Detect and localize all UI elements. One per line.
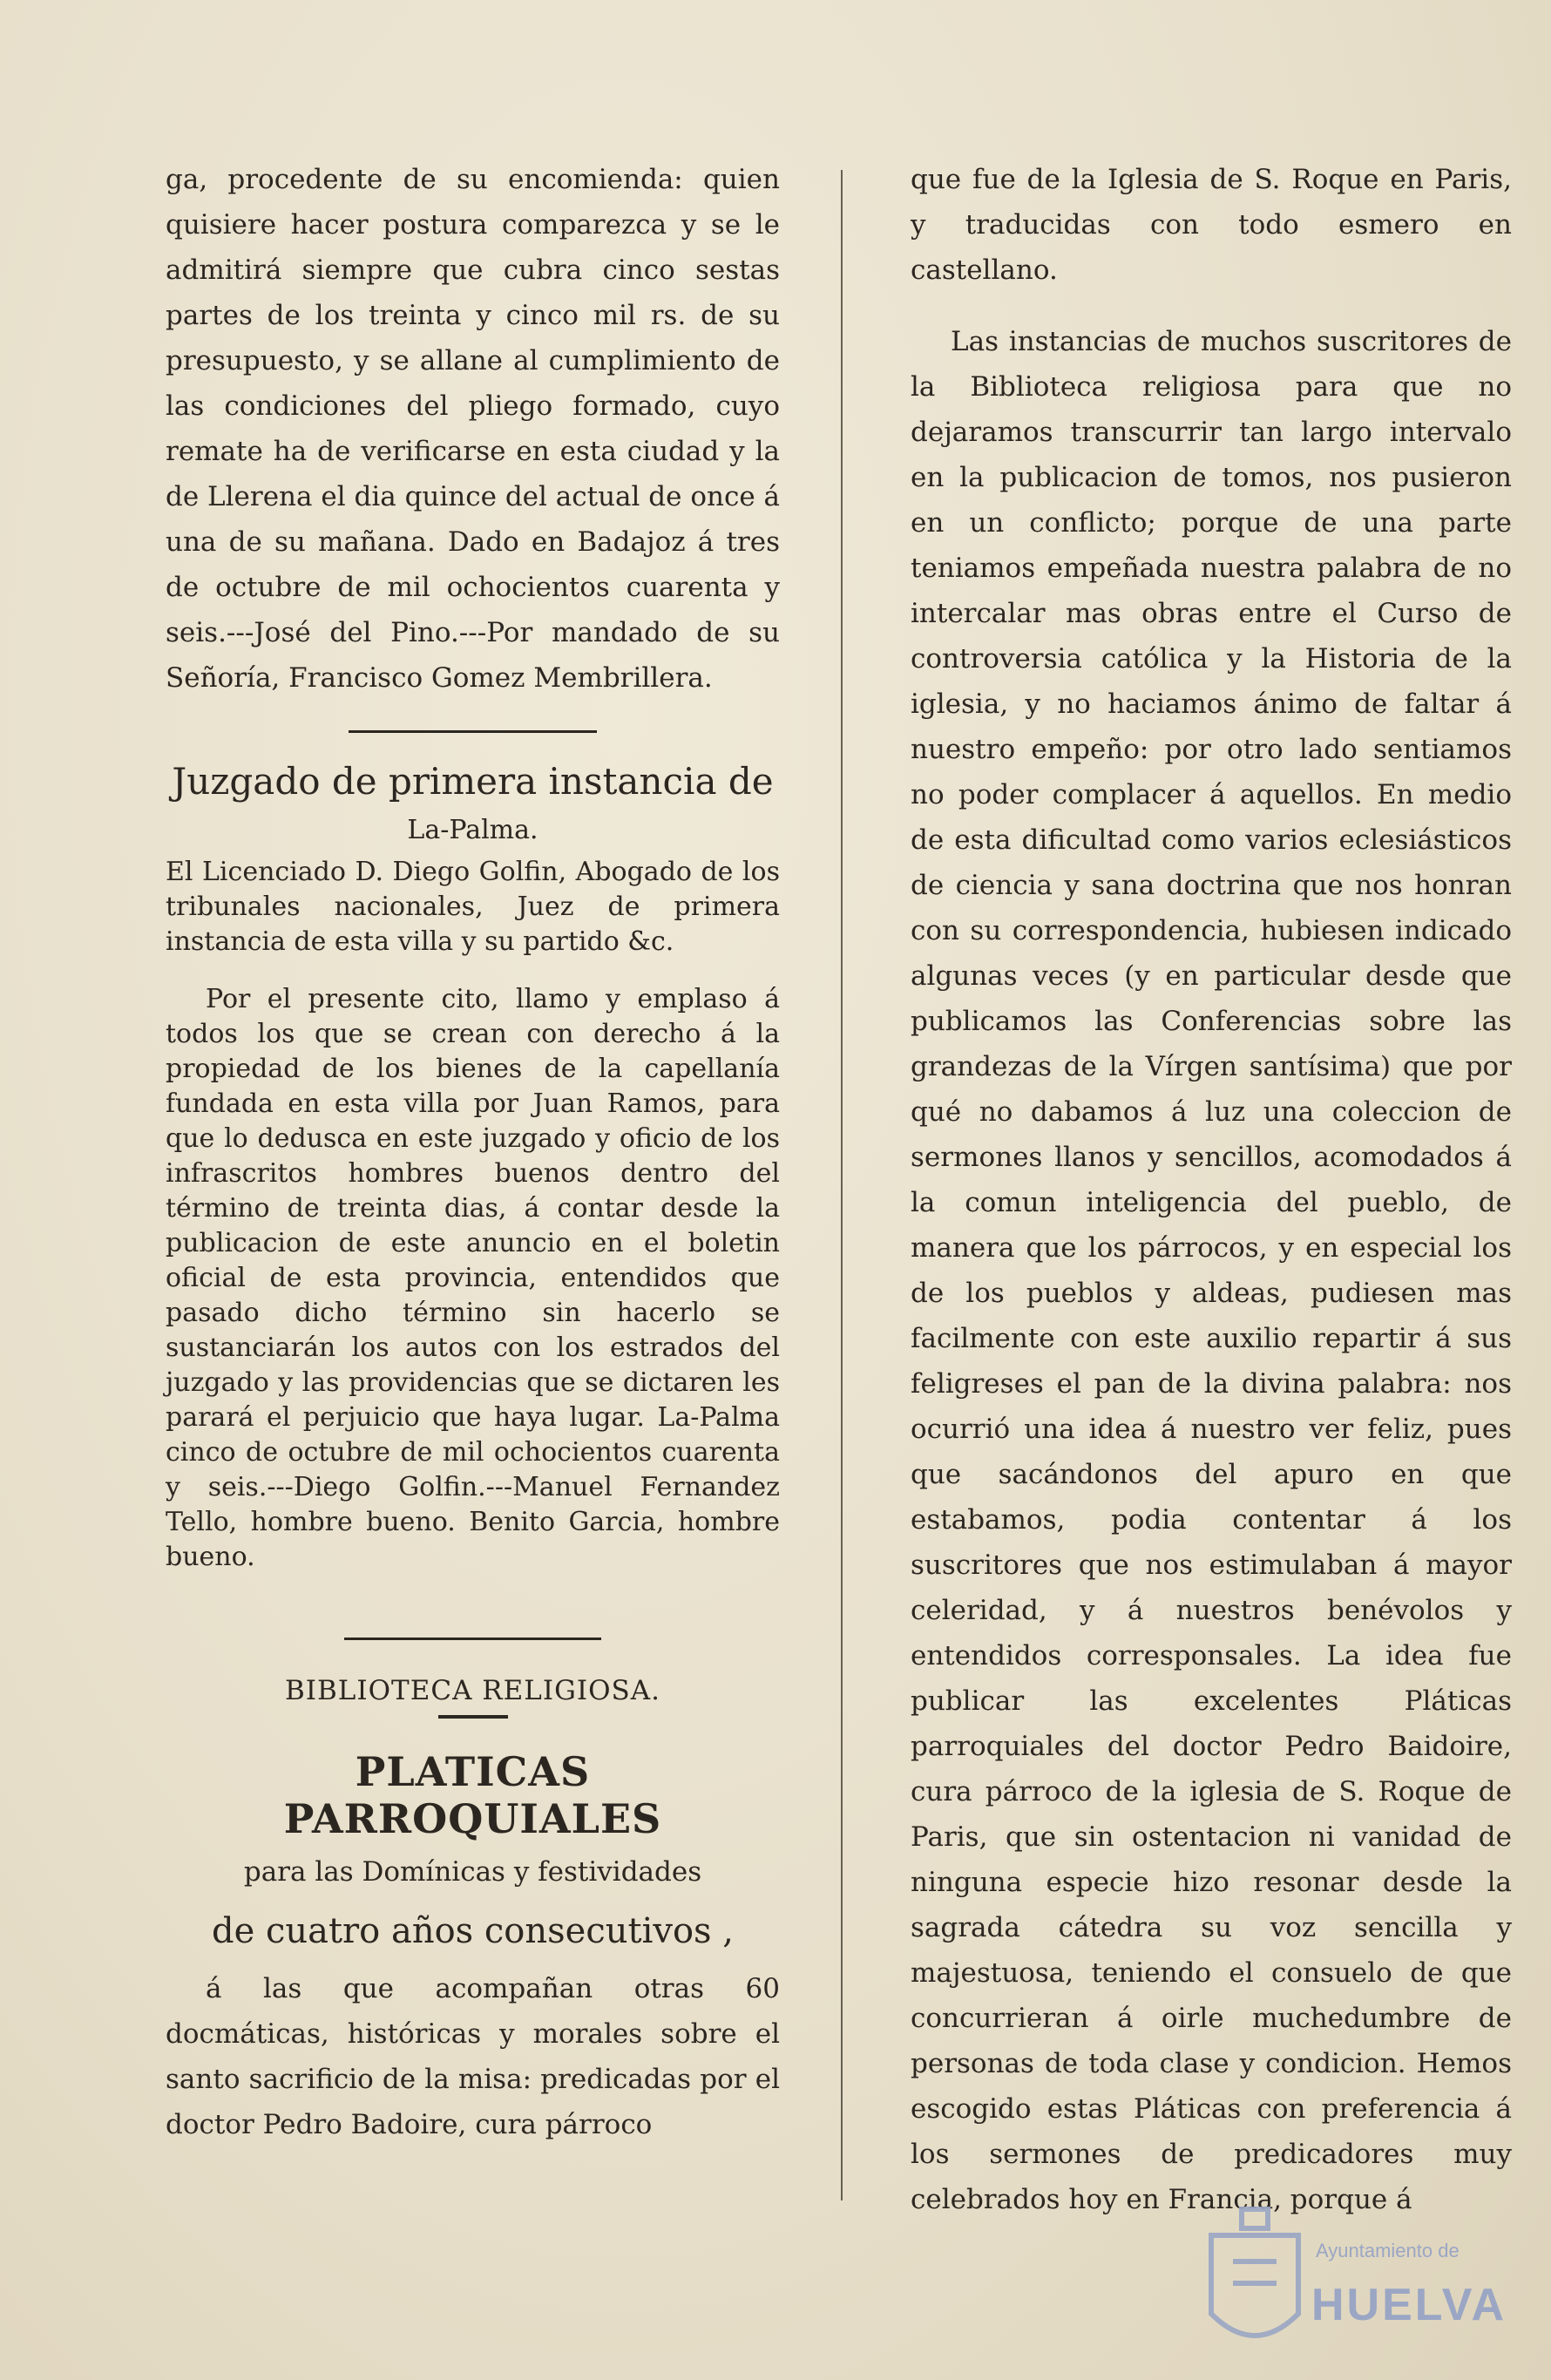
platicas-subtitle-large: de cuatro años consecutivos , [211, 1911, 735, 1951]
separator-rule [349, 730, 597, 733]
left-column [166, 157, 780, 2147]
biblioteca-heading: BIBLIOTECA RELIGIOSA. [284, 1675, 661, 1706]
platicas-title: PLATICAS PARROQUIALES [283, 1748, 662, 1842]
section-title: Juzgado de primera instancia de [172, 760, 774, 803]
section-place: La-Palma. [407, 815, 538, 845]
platicas-subtitle: para las Domínicas y festividades [243, 1856, 702, 1888]
watermark-big-text: HUELVA [1311, 2280, 1507, 2330]
right-continued-text: que fue de la Iglesia de S. Roque en Paris, y traducidas con todo esmero en castellano. [911, 164, 1512, 286]
column-divider [841, 170, 843, 2200]
right-column [911, 157, 1512, 2222]
judge-intro: El Licenciado D. Diego Golfin, Abogado de los tribunales nacionales, Juez de primera instancia de esta villa y su partido &c. [166, 857, 780, 957]
left-continued-text: ga, procedente de su encomienda: quien quisiere hacer postura comparezca y se le admitirá siempre que cubra cinco sestas partes de los treinta y cinco mil rs. de su presupuesto, y se allane al cumplimiento de las condiciones del pliego formado, cuyo remate ha de verificarse en esta ciudad y la de Llerena el dia quince del actual de once á una de su mañana. Dado en Badajoz á tres de octubre de mil ochocientos cuarenta y seis.---José del Pino.---Por mandado de su Señoría, Francisco Gomez Membrillera. [166, 164, 781, 694]
separator-rule [344, 1638, 601, 1640]
watermark-small-text: Ayuntamiento de [1316, 2240, 1460, 2261]
short-rule [438, 1715, 508, 1719]
platicas-description: á las que acompañan otras 60 docmáticas, históricas y morales sobre el santo sacrificio de la misa: predicadas por el doctor Pedro Badoire, cura párroco [166, 1973, 780, 2140]
right-paragraph: Las instancias de muchos suscritores de la Biblioteca religiosa para que no dejaramos transcurrir tan largo intervalo en la publicacion de tomos, nos pusieron en un conflicto; porque de una parte teniamos empeñada nuestra palabra de no intercalar mas obras entre el Curso de controversia católica y la Historia de la iglesia, y no haciamos ánimo de faltar á nuestro empeño: por otro lado sentiamos no poder complacer á aquellos. En medio de esta dificultad como varios eclesiásticos de ciencia y sana doctrina que nos honran con su correspondencia, hubiesen indicado algunas veces (y en particular desde que publicamos las Conferencias sobre las grandezas de la Vírgen santísima) que por qué no dabamos á luz una coleccion de sermones llanos y sencillos, acomodados á la comun inteligencia del pueblo, de manera que los párrocos, y en especial los de los pueblos y aldeas, pudiesen mas facilmente con este auxilio repartir á sus feligreses el pan de la divina palabra: nos ocurrió una idea á nuestro ver feliz, pues que sacándonos del apuro en que estabamos, podia contentar á los suscritores que nos estimulaban á mayor celeridad, y á nuestros benévolos y entendidos corresponsales. La idea fue publicar las excelentes Pláticas parroquiales del doctor Pedro Baidoire, cura párroco de la iglesia de S. Roque de Paris, que sin ostentacion ni vanidad de ninguna especie hizo resonar desde la sagrada cátedra su voz sencilla y majestuosa, teniendo el consuelo de que concurrieran á oirle muchedumbre de personas de toda clase y condicion. Hemos escogido estas Pláticas con preferencia á los sermones de predicadores muy celebrados hoy en Francia, porque á [911, 326, 1512, 2215]
judicial-notice: Por el presente cito, llamo y emplaso á todos los que se crean con derecho á la propiedad de los bienes de la capellanía fundada en esta villa por Juan Ramos, para que lo dedusca en este juzgado y oficio de los infrascritos hombres buenos dentro del término de treinta dias, á contar desde la publicacion de este anuncio en el boletin oficial de esta provincia, entendidos que pasado dicho término sin hacerlo se sustanciarán los autos con los estrados del juzgado y las providencias que se dictaren les parará el perjuicio que haya lugar. La-Palma cinco de octubre de mil ochocientos cuarenta y seis.---Diego Golfin.---Manuel Fernandez Tello, hombre bueno. Benito Garcia, hombre bueno. [166, 984, 780, 1572]
